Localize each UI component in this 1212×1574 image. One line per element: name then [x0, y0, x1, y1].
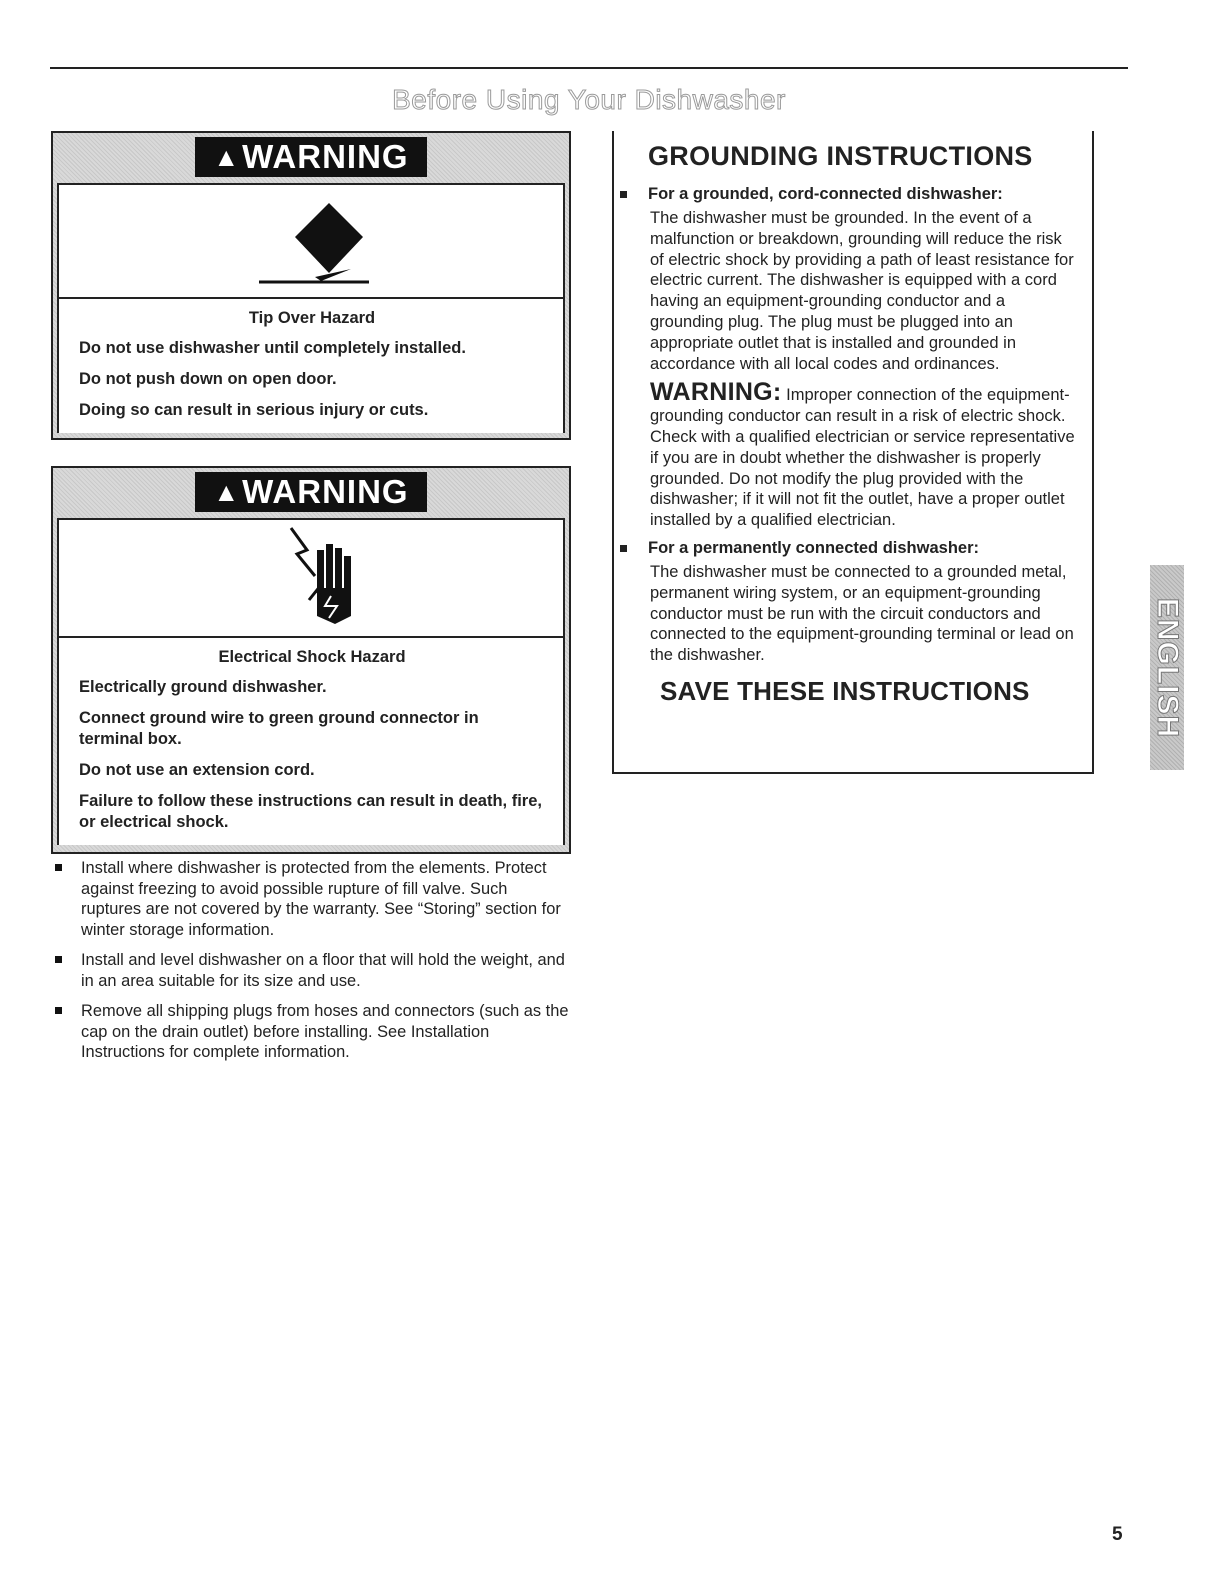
- tip-over-icon: [59, 185, 567, 297]
- warning-line: Do not push down on open door.: [79, 370, 337, 388]
- list-item: Remove all shipping plugs from hoses and connectors (such as the cap on the drain outlet) before installing. See Installation Instructions for complete information.: [50, 1001, 570, 1063]
- install-bullet-list: [50, 858, 570, 1073]
- section-title: Before Using Your Dishwasher: [392, 84, 786, 115]
- page-number: 5: [1112, 1524, 1123, 1545]
- warning-line: Electrically ground dishwasher.: [79, 678, 327, 696]
- top-rule: [50, 67, 1128, 69]
- warning-line: Failure to follow these instructions can result in death, fire, or electrical shock.: [79, 792, 542, 831]
- list-item: Install where dishwasher is protected from the elements. Protect against freezing to avoid possible rupture of fill valve. Such ruptures are not covered by the warranty. See “Storing” section for winter storage information.: [50, 858, 570, 940]
- hazard-title: Electrical Shock Hazard: [218, 648, 406, 666]
- tip-over-pictogram: [59, 185, 563, 299]
- tip-over-text: [59, 299, 563, 433]
- warning-line: Do not use dishwasher until completely installed.: [79, 339, 466, 357]
- bullet-icon: [55, 1007, 62, 1014]
- bullet-icon: [620, 191, 627, 198]
- shock-warning-box: [51, 466, 571, 854]
- warning-line: Doing so can result in serious injury or cuts.: [79, 401, 429, 419]
- warning-label: ▲WARNING: [195, 472, 427, 512]
- permanent-heading: For a permanently connected dishwasher:: [648, 539, 1092, 558]
- bullet-icon: [620, 545, 627, 552]
- warning-header: [53, 133, 569, 183]
- electric-hand-icon: [59, 520, 567, 636]
- shock-inner: [57, 518, 565, 845]
- language-tab: ENGLISH: [1150, 565, 1184, 770]
- tip-over-warning-box: [51, 131, 571, 440]
- warning-triangle-icon: ▲: [213, 142, 241, 172]
- warning-header: [53, 468, 569, 518]
- cord-connected-heading: For a grounded, cord-connected dishwasher:: [648, 185, 1092, 204]
- hazard-title: Tip Over Hazard: [248, 309, 376, 327]
- cord-connected-text: The dishwasher must be grounded. In the event of a malfunction or breakdown, grounding will reduce the risk of electric shock by providing a path of least resistance for electric current. The dishwasher is equipped with a cord having an equipment-grounding conductor and a grounding plug. The plug must be plugged into an appropriate outlet that is installed and grounded in accordance with all local codes and ordinances.: [650, 209, 1074, 373]
- warning-triangle-icon: ▲: [213, 477, 241, 507]
- warning-line: Do not use an extension cord.: [79, 761, 315, 779]
- permanent-text: The dishwasher must be connected to a grounded metal, permanent wiring system, or an equipment-grounding conductor must be run with the circuit conductors and connected to the equipment-grounding terminal or lead on the dishwasher.: [650, 562, 1074, 665]
- warning-label: ▲WARNING: [195, 137, 427, 177]
- list-item: Install and level dishwasher on a floor that will hold the weight, and in an area suitable for its size and use.: [50, 950, 570, 991]
- shock-pictogram: [59, 520, 563, 638]
- grounding-warning: WARNING: Improper connection of the equipment-grounding conductor can result in a risk of electric shock. Check with a qualified electrician or service representative if you are in doubt whether the dishwasher is properly grounded. Do not modify the plug provided with the dishwasher; if it will not fit the outlet, have a proper outlet installed by a qualified electrician.: [650, 378, 1075, 530]
- bullet-icon: [55, 864, 62, 871]
- save-instructions: SAVE THESE INSTRUCTIONS: [660, 675, 1030, 706]
- bullet-icon: [55, 956, 62, 963]
- warning-line: Connect ground wire to green ground connector in terminal box.: [79, 709, 479, 748]
- shock-text: [59, 638, 563, 845]
- grounding-title: GROUNDING INSTRUCTIONS: [648, 141, 1033, 171]
- warning-word: WARNING:: [650, 378, 782, 407]
- grounding-instructions-panel: [612, 131, 1094, 774]
- tip-over-inner: [57, 183, 565, 433]
